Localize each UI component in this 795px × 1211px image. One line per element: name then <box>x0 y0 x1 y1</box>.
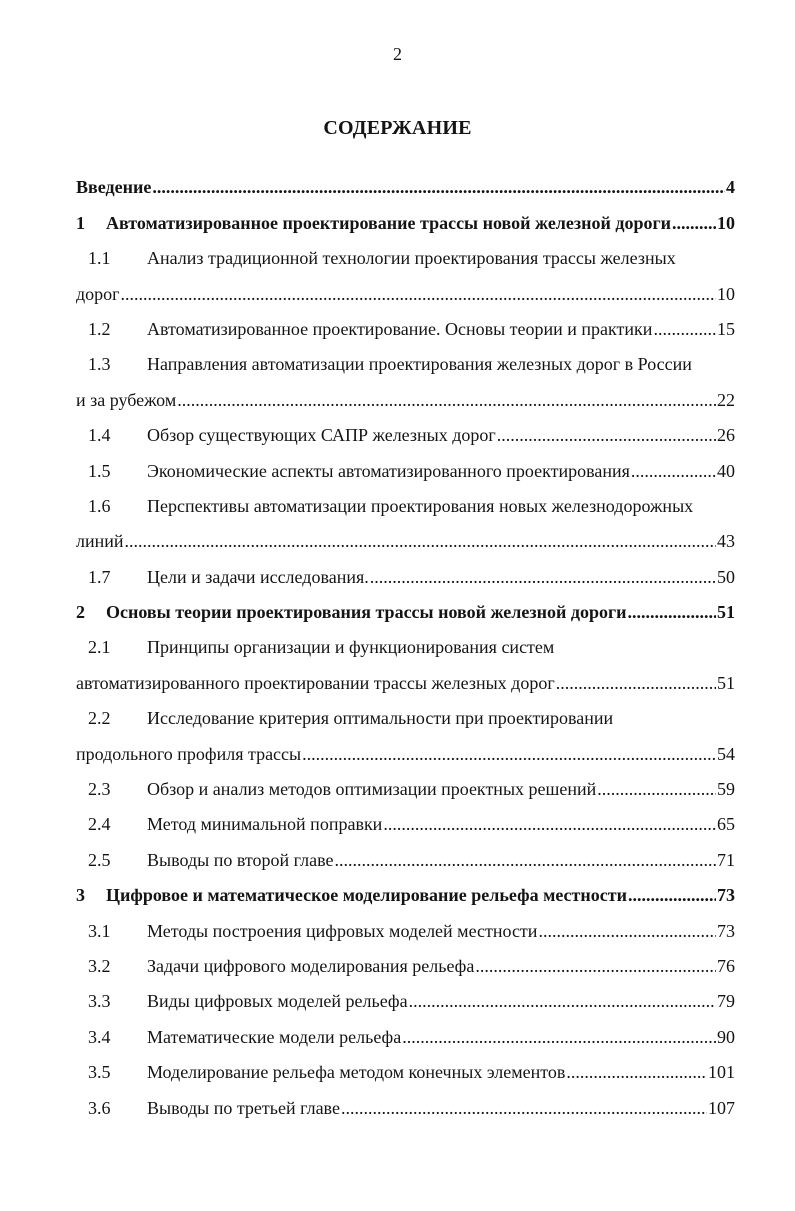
toc-entry[interactable] <box>76 411 735 446</box>
toc-entry-title: Экономические аспекты автоматизированного проектирования <box>147 460 630 481</box>
toc-dot-leader <box>631 460 716 482</box>
toc-dot-leader <box>383 813 716 835</box>
toc-entry-continuation[interactable] <box>76 269 735 304</box>
toc-entry-title-continued: и за рубежом <box>76 389 177 410</box>
toc-entry-page: 107 <box>708 1097 735 1118</box>
page-number: 2 <box>393 44 402 64</box>
toc-entry-title: Обзор существующих САПР железных дорог <box>147 425 496 446</box>
toc-dot-leader <box>628 884 716 906</box>
toc-entry-title: Задачи цифрового моделирования рельефа <box>147 955 475 976</box>
toc-entry-number: 1.7 <box>88 566 111 587</box>
toc-entry-title: Исследование критерия оптимальности при проектировании <box>147 708 614 729</box>
toc-entry[interactable] <box>76 1083 735 1118</box>
toc-entry-number: 2 <box>76 602 85 623</box>
toc-dot-leader <box>125 530 716 552</box>
toc-entry-page: 101 <box>708 1062 735 1083</box>
toc-entry-number: 1 <box>76 212 85 233</box>
toc-entry[interactable] <box>76 1012 735 1047</box>
toc-entry[interactable] <box>76 340 735 375</box>
toc-entry-number: 1.1 <box>88 248 111 269</box>
toc-entry-page: 4 <box>726 177 735 198</box>
toc-entry-continuation[interactable] <box>76 517 735 552</box>
toc-entry-page: 79 <box>717 991 735 1012</box>
toc-entry-number: 3.6 <box>88 1097 111 1118</box>
toc-dot-leader <box>653 318 716 340</box>
toc-entry[interactable] <box>76 552 735 587</box>
toc-entry-number: 1.3 <box>88 354 111 375</box>
toc-entry-page: 51 <box>717 672 735 693</box>
toc-entry[interactable] <box>76 588 735 623</box>
toc-dot-leader <box>177 389 716 411</box>
toc-entry-number: 1.5 <box>88 460 111 481</box>
toc-entry-continuation[interactable] <box>76 658 735 693</box>
toc-entry-number: 1.4 <box>88 425 111 446</box>
toc-dot-leader <box>341 1097 707 1119</box>
toc-entry[interactable] <box>76 163 735 198</box>
toc-entry-title: Обзор и анализ методов оптимизации проектных решений <box>147 779 597 800</box>
toc-entry-title: Математические модели рельефа <box>147 1026 402 1047</box>
toc-entry-number: 3.3 <box>88 991 111 1012</box>
toc-entry-number: 2.3 <box>88 779 111 800</box>
toc-entry-title: Основы теории проектирования трассы новой железной дороги <box>106 602 627 623</box>
toc-entry-page: 50 <box>717 566 735 587</box>
toc-entry-page: 10 <box>717 283 735 304</box>
toc-entry-page: 40 <box>717 460 735 481</box>
toc-entry[interactable] <box>76 800 735 835</box>
toc-entry-number: 3.1 <box>88 920 111 941</box>
toc-entry-title: Виды цифровых моделей рельефа <box>147 991 408 1012</box>
toc-entry-title: Принципы организации и функционирования систем <box>147 637 555 658</box>
toc-entry-page: 65 <box>717 814 735 835</box>
toc-entry[interactable] <box>76 871 735 906</box>
toc-dot-leader <box>370 566 716 588</box>
toc-entry[interactable] <box>76 234 735 269</box>
toc-entry-number: 3.5 <box>88 1062 111 1083</box>
toc-entry[interactable] <box>76 446 735 481</box>
toc-entry-number: 3.2 <box>88 955 111 976</box>
toc-dot-leader <box>152 176 725 198</box>
toc-entry-page: 10 <box>717 212 735 233</box>
toc-entry-title: Методы построения цифровых моделей местности <box>147 920 538 941</box>
toc-dot-leader <box>597 778 716 800</box>
toc-entry-number: 1.2 <box>88 318 111 339</box>
toc-entry-number: 3.4 <box>88 1026 111 1047</box>
toc-entry-title: Выводы по второй главе <box>147 849 334 870</box>
toc-entry[interactable] <box>76 198 735 233</box>
toc-entry-page: 15 <box>717 318 735 339</box>
toc-entry-title: Автоматизированное проектирование трассы новой железной дороги <box>106 212 672 233</box>
toc-entry-title: Метод минимальной поправки <box>147 814 383 835</box>
toc-entry[interactable] <box>76 765 735 800</box>
toc-entry[interactable] <box>76 623 735 658</box>
toc-entry[interactable] <box>76 977 735 1012</box>
toc-entry-number: 2.1 <box>88 637 111 658</box>
toc-entry[interactable] <box>76 1048 735 1083</box>
toc-dot-leader <box>628 601 716 623</box>
toc-entry-number: 3 <box>76 885 85 906</box>
toc-entry[interactable] <box>76 694 735 729</box>
toc-entry-title: Моделирование рельефа методом конечных элементов <box>147 1062 566 1083</box>
toc-entry-title: Анализ традиционной технологии проектирования трассы железных <box>147 248 676 269</box>
toc-entry-title-continued: дорог <box>76 283 120 304</box>
toc-entry-page: 54 <box>717 743 735 764</box>
toc-dot-leader <box>121 283 716 305</box>
toc-entry-page: 26 <box>717 425 735 446</box>
toc-dot-leader <box>334 849 716 871</box>
toc-entry-page: 51 <box>717 602 735 623</box>
toc-entry[interactable] <box>76 305 735 340</box>
toc-dot-leader <box>409 990 716 1012</box>
toc-entry-page: 43 <box>717 531 735 552</box>
toc-entry-number: 2.5 <box>88 849 111 870</box>
toc-title: СОДЕРЖАНИЕ <box>323 117 472 139</box>
toc-entry-title-continued: линий <box>76 531 124 552</box>
toc-entry-title: Цели и задачи исследования. <box>147 566 369 587</box>
table-of-contents <box>76 163 735 1119</box>
toc-entry-page: 71 <box>717 849 735 870</box>
toc-entry-title: Введение <box>76 177 152 198</box>
toc-entry-number: 1.6 <box>88 495 111 516</box>
toc-entry-number: 2.4 <box>88 814 111 835</box>
toc-entry-continuation[interactable] <box>76 375 735 410</box>
toc-dot-leader <box>672 212 716 234</box>
toc-entry-page: 90 <box>717 1026 735 1047</box>
toc-entry-page: 76 <box>717 955 735 976</box>
toc-entry-page: 73 <box>717 920 735 941</box>
toc-entry-title: Цифровое и математическое моделирование рельефа местности <box>106 885 627 906</box>
toc-dot-leader <box>302 743 716 765</box>
toc-entry-page: 59 <box>717 779 735 800</box>
toc-entry-title-continued: автоматизированного проектировании трассы железных дорог <box>76 672 555 693</box>
toc-entry[interactable] <box>76 835 735 870</box>
toc-entry-title-continued: продольного профиля трассы <box>76 743 302 764</box>
toc-entry[interactable] <box>76 942 735 977</box>
toc-entry-title: Перспективы автоматизации проектирования новых железнодорожных <box>147 495 694 516</box>
toc-dot-leader <box>566 1061 707 1083</box>
toc-entry-title: Направления автоматизации проектирования железных дорог в России <box>147 354 692 375</box>
toc-entry[interactable] <box>76 482 735 517</box>
toc-dot-leader <box>497 424 716 446</box>
toc-dot-leader <box>556 672 716 694</box>
toc-entry-continuation[interactable] <box>76 729 735 764</box>
toc-dot-leader <box>475 955 716 977</box>
toc-entry-page: 22 <box>717 389 735 410</box>
toc-entry-title: Выводы по третьей главе <box>147 1097 340 1118</box>
toc-entry-number: 2.2 <box>88 708 111 729</box>
toc-dot-leader <box>538 920 716 942</box>
toc-entry-page: 73 <box>717 885 735 906</box>
toc-dot-leader <box>402 1026 716 1048</box>
toc-entry-title: Автоматизированное проектирование. Основы теории и практики <box>147 318 653 339</box>
toc-entry[interactable] <box>76 906 735 941</box>
